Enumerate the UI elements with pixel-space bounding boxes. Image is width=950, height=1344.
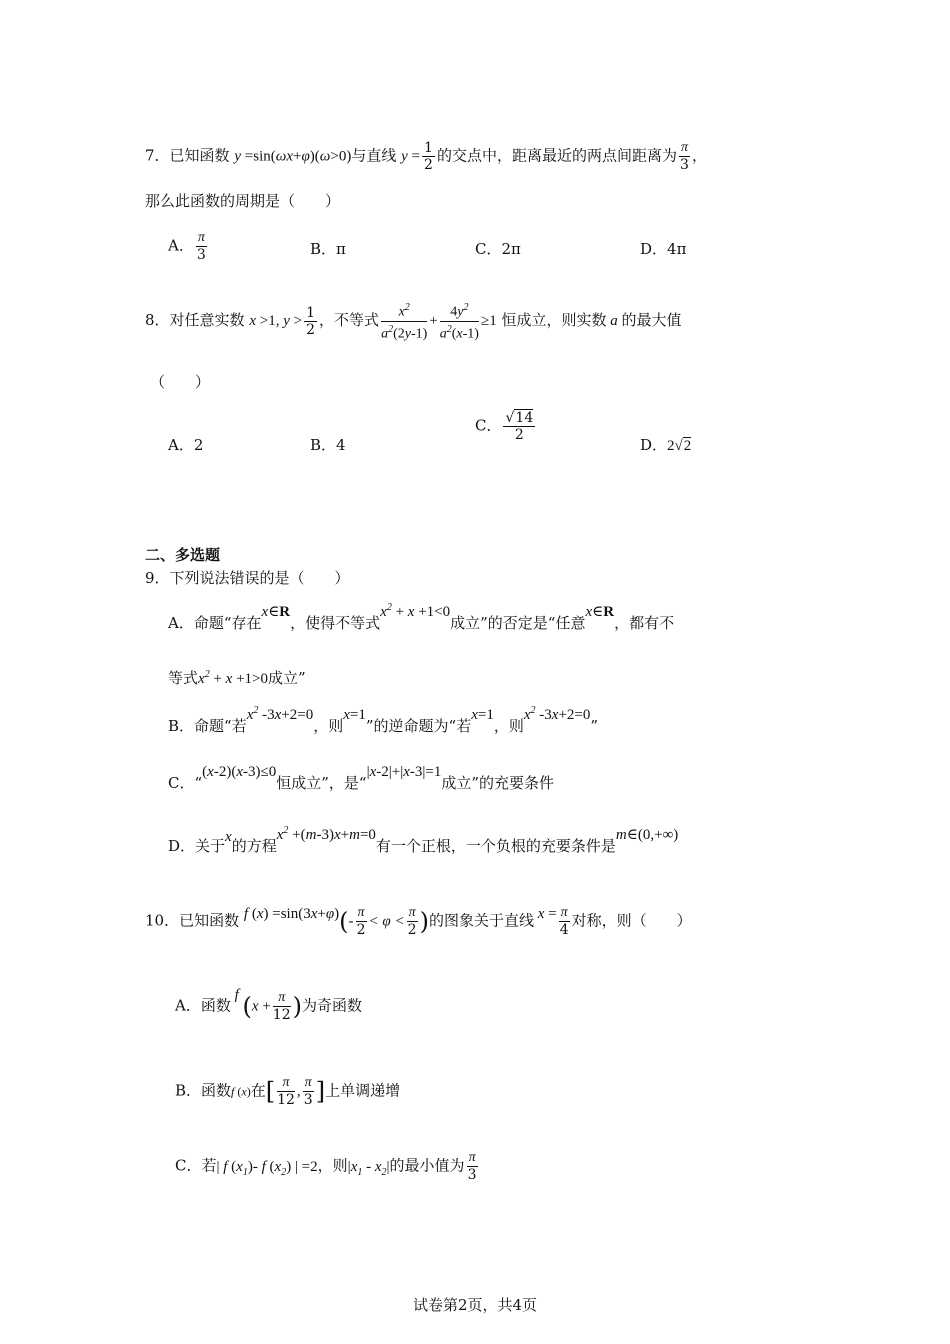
question-8-line-2: （ ） [150, 373, 211, 391]
fraction: $\frac{1}{2}$ [306, 304, 316, 338]
q9-option-b: B．命题“若$x^2$ -3x+2=0，则x=1”的逆命题为“若x=1，则$x^2$ -3x+2=0” [168, 705, 599, 735]
fraction: $\frac{\pi}{3}$ [680, 140, 689, 173]
fraction: $\frac{1}{2}$ [424, 140, 433, 173]
math-formula: x >1, y > [249, 313, 303, 330]
q7-option-c: C．2π [475, 240, 521, 258]
q10-option-b: B．函数f (x)在[ $\frac{\pi}{12}$ , $\frac{\pi}{3}$ ]上单调递增 [175, 1075, 401, 1108]
q8-option-d: D．2√2 [640, 436, 692, 454]
math-formula: 2√2 [667, 438, 692, 454]
q8-option-a: A．2 [168, 436, 204, 454]
q9-option-a-line-2: 等式$x^2 + x +1>0$成立” [168, 669, 306, 687]
question-10-line-1: 10．已知函数 f (x) =sin(3x+φ)(- $\frac{\pi}{2}$ < φ < $\frac{\pi}{2}$ )的图象关于直线 x = $\frac{\pi}{4}$ 对称，则（ ） [145, 905, 692, 938]
math-formula: y =sin(ωx+φ)(ω>0) [234, 148, 352, 165]
q10-option-c: C．若| f $(x_1)-$ f $(x_2)$ | =2，则$|x_1 - x_2|$的最小值为 $\frac{\pi}{3}$ [175, 1150, 477, 1183]
fraction: $\frac{\pi}{2}$ [356, 905, 366, 938]
fraction: $\frac{\pi}{4}$ [559, 905, 569, 938]
math-var: a [606, 313, 622, 330]
fraction: $\frac{√14}{2}$ [505, 410, 534, 443]
fraction: $\frac{\pi}{3}$ [303, 1075, 313, 1108]
question-7-line-2: 那么此函数的周期是（ ） [145, 192, 341, 210]
section-heading: 二、多选题 [145, 546, 221, 564]
question-8-line-1: 8．对任意实数 x >1, y > $\frac{1}{2}$ ，不等式 $\frac{x^2}{a^2(2y-1)}$ + $\frac{4y^2}{a^2(x-1)}$ ≥1 恒成立，则实数 a 的最大值 [145, 302, 682, 342]
fraction: $\frac{x^2}{a^2(2y-1)}$ [381, 302, 428, 342]
fraction: $\frac{4y^2}{a^2(x-1)}$ [439, 302, 479, 342]
q7-option-d: D．4π [640, 240, 687, 258]
q8-option-c: C． $\frac{√14}{2}$ [475, 410, 534, 443]
q10-option-a: A．函数 f (x + $\frac{\pi}{12}$ )为奇函数 [175, 986, 362, 1023]
fraction: $\frac{\pi}{3}$ [467, 1150, 477, 1183]
q9-option-d: D．关于x的方程$x^2 +(m-3)x+m=0$有一个正根，一个负根的充要条件是m∈(0,+∞) [168, 825, 679, 855]
fraction: $\frac{\pi}{12}$ [277, 1075, 295, 1108]
q9-option-c: C．“(x-2)(x-3)≤0恒成立”，是“|x-2|+|x-3|=1成立”的充要条件 [168, 764, 555, 792]
question-9-stem: 9．下列说法错误的是（ ） [145, 569, 350, 587]
q7-option-a: A． $\frac{\pi}{3}$ [168, 230, 206, 263]
fraction: $\frac{\pi}{3}$ [196, 230, 206, 263]
math-formula: y = [401, 148, 421, 165]
q7-option-b: B．π [310, 240, 346, 258]
q9-option-a-line-1: A．命题“存在x∈R，使得不等式$x^2 + x +1<0$成立”的否定是“任意x∈R，都有不 [168, 602, 675, 632]
fraction: $\frac{\pi}{2}$ [407, 905, 417, 938]
fraction: $\frac{\pi}{12}$ [272, 990, 291, 1023]
question-7-line-1: 7．已知函数 y =sin(ωx+φ)(ω>0)与直线 y = $\frac{1}{2}$ 的交点中，距离最近的两点间距离为 $\frac{\pi}{3}$ ， [145, 140, 707, 173]
page-footer: 试卷第2页，共4页 [412, 1296, 538, 1314]
q8-option-b: B．4 [310, 436, 346, 454]
